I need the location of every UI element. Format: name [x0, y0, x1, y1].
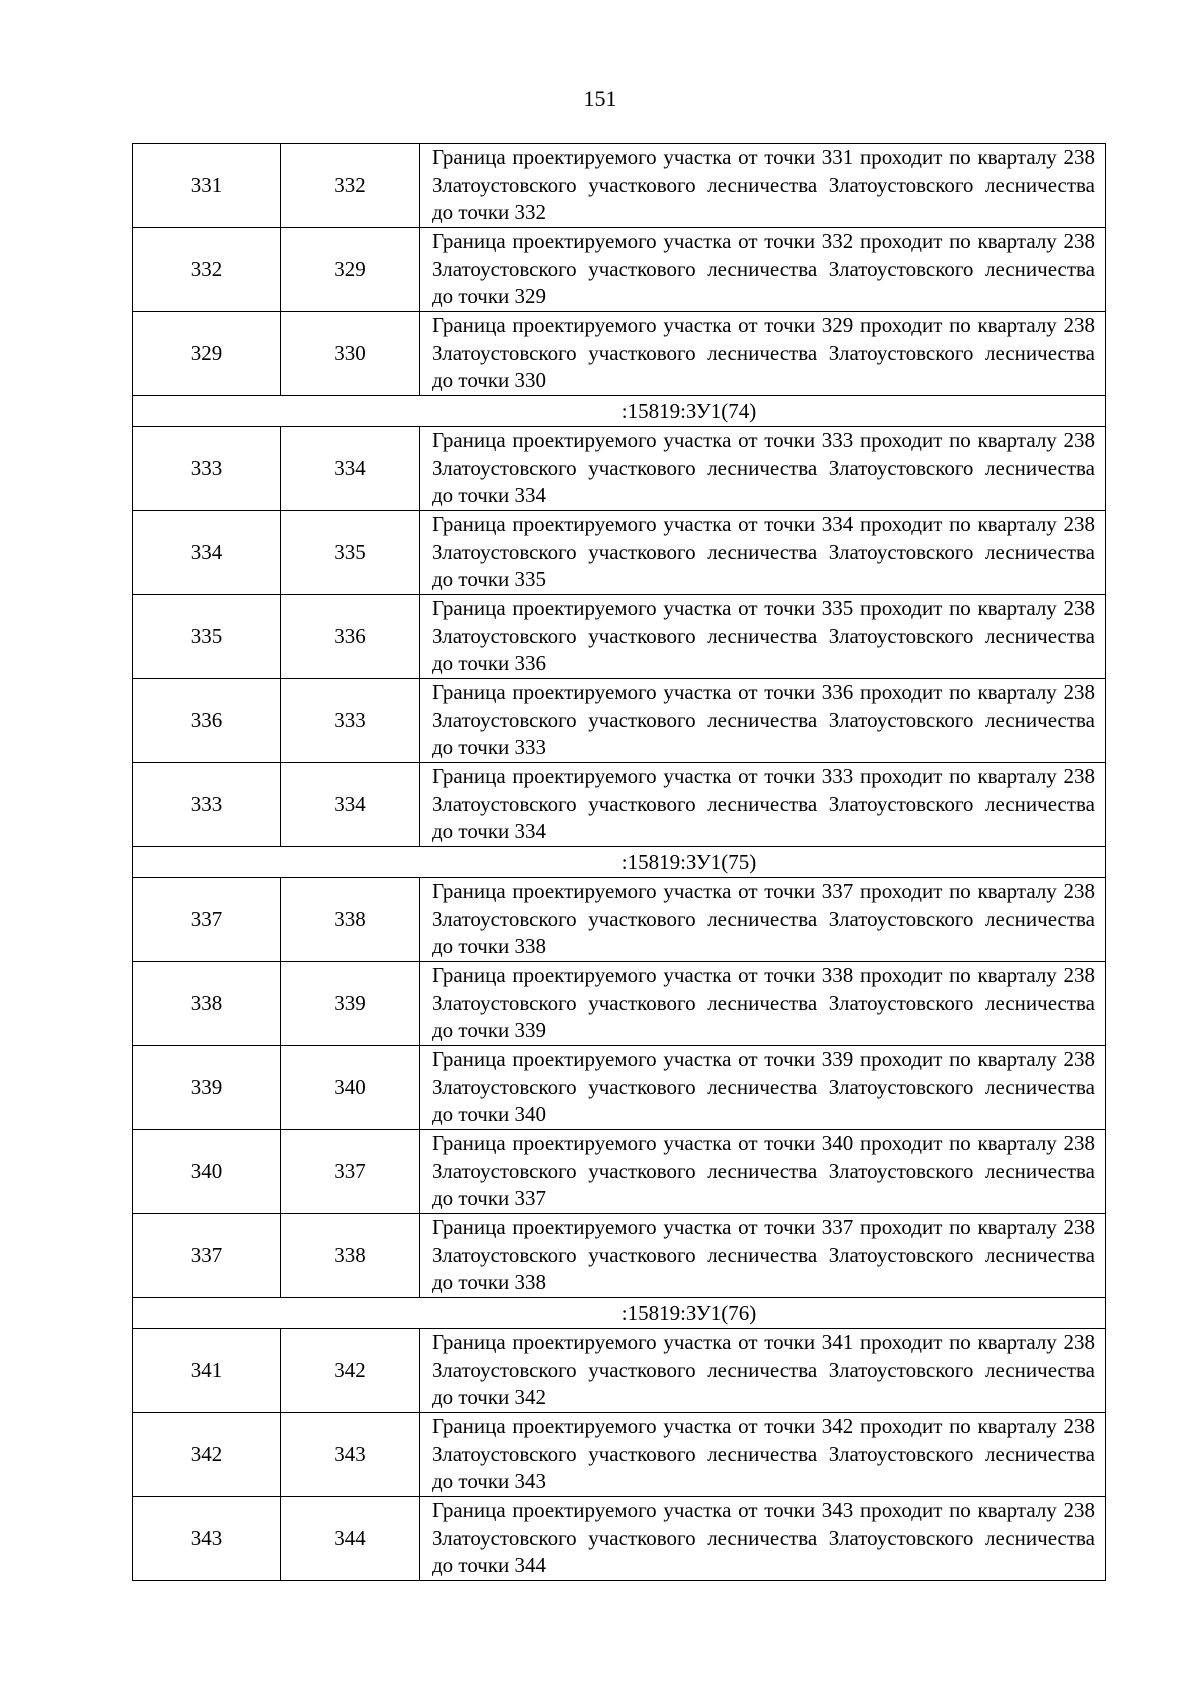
to-point-cell: 340 [281, 1046, 420, 1130]
from-point-cell: 333 [133, 427, 281, 511]
to-point-cell: 339 [281, 962, 420, 1046]
to-point-cell: 338 [281, 878, 420, 962]
from-point-cell: 339 [133, 1046, 281, 1130]
boundary-table [132, 143, 1106, 1581]
boundary-description-cell: Граница проектируемого участка от точки 341 проходит по кварталу 238 Златоустовского участкового лесничества Златоустовского лесничества до точки 342 [420, 1329, 1106, 1413]
section-label: :15819:ЗУ1(76) [621, 1301, 757, 1325]
table-row [133, 763, 1106, 847]
boundary-description-cell: Граница проектируемого участка от точки 336 проходит по кварталу 238 Златоустовского участкового лесничества Златоустовского лесничества до точки 333 [420, 679, 1106, 763]
boundary-description-cell: Граница проектируемого участка от точки 343 проходит по кварталу 238 Златоустовского участкового лесничества Златоустовского лесничества до точки 344 [420, 1497, 1106, 1581]
from-point-cell: 336 [133, 679, 281, 763]
table-row [133, 595, 1106, 679]
boundary-description-cell: Граница проектируемого участка от точки 335 проходит по кварталу 238 Златоустовского участкового лесничества Златоустовского лесничества до точки 336 [420, 595, 1106, 679]
section-label: :15819:ЗУ1(74) [621, 399, 757, 423]
from-point-cell: 332 [133, 228, 281, 312]
table-row [133, 1413, 1106, 1497]
table-row [133, 144, 1106, 228]
to-point-cell: 343 [281, 1413, 420, 1497]
boundary-description-cell: Граница проектируемого участка от точки 334 проходит по кварталу 238 Златоустовского участкового лесничества Златоустовского лесничества до точки 335 [420, 511, 1106, 595]
boundary-description-cell: Граница проектируемого участка от точки 331 проходит по кварталу 238 Златоустовского участкового лесничества Златоустовского лесничества до точки 332 [420, 144, 1106, 228]
boundary-description-cell: Граница проектируемого участка от точки 340 проходит по кварталу 238 Златоустовского участкового лесничества Златоустовского лесничества до точки 337 [420, 1130, 1106, 1214]
table-row [133, 1046, 1106, 1130]
from-point-cell: 342 [133, 1413, 281, 1497]
table-row [133, 511, 1106, 595]
section-header-row [133, 396, 1106, 427]
table-row [133, 1130, 1106, 1214]
boundary-description-cell: Граница проектируемого участка от точки 338 проходит по кварталу 238 Златоустовского участкового лесничества Златоустовского лесничества до точки 339 [420, 962, 1106, 1046]
section-label: :15819:ЗУ1(75) [621, 850, 757, 874]
from-point-cell: 341 [133, 1329, 281, 1413]
table-row [133, 312, 1106, 396]
table-row [133, 228, 1106, 312]
boundary-description-cell: Граница проектируемого участка от точки 342 проходит по кварталу 238 Златоустовского участкового лесничества Златоустовского лесничества до точки 343 [420, 1413, 1106, 1497]
from-point-cell: 331 [133, 144, 281, 228]
section-label-cell [133, 396, 1106, 427]
to-point-cell: 344 [281, 1497, 420, 1581]
boundary-description-cell: Граница проектируемого участка от точки 329 проходит по кварталу 238 Златоустовского участкового лесничества Златоустовского лесничества до точки 330 [420, 312, 1106, 396]
section-label-cell [133, 1298, 1106, 1329]
table-row [133, 962, 1106, 1046]
from-point-cell: 335 [133, 595, 281, 679]
boundary-description-cell: Граница проектируемого участка от точки 339 проходит по кварталу 238 Златоустовского участкового лесничества Златоустовского лесничества до точки 340 [420, 1046, 1106, 1130]
to-point-cell: 329 [281, 228, 420, 312]
table-row [133, 1329, 1106, 1413]
section-header-row [133, 847, 1106, 878]
boundary-description-cell: Граница проектируемого участка от точки 337 проходит по кварталу 238 Златоустовского участкового лесничества Златоустовского лесничества до точки 338 [420, 1214, 1106, 1298]
boundary-description-cell: Граница проектируемого участка от точки 337 проходит по кварталу 238 Златоустовского участкового лесничества Златоустовского лесничества до точки 338 [420, 878, 1106, 962]
section-label-cell [133, 847, 1106, 878]
table-row [133, 679, 1106, 763]
from-point-cell: 333 [133, 763, 281, 847]
to-point-cell: 334 [281, 763, 420, 847]
to-point-cell: 333 [281, 679, 420, 763]
table-row [133, 427, 1106, 511]
from-point-cell: 329 [133, 312, 281, 396]
from-point-cell: 343 [133, 1497, 281, 1581]
boundary-table-body [133, 144, 1106, 1581]
from-point-cell: 340 [133, 1130, 281, 1214]
from-point-cell: 337 [133, 1214, 281, 1298]
page-number: 151 [583, 86, 617, 111]
to-point-cell: 337 [281, 1130, 420, 1214]
boundary-description-cell: Граница проектируемого участка от точки 333 проходит по кварталу 238 Златоустовского участкового лесничества Златоустовского лесничества до точки 334 [420, 427, 1106, 511]
boundary-description-cell: Граница проектируемого участка от точки 333 проходит по кварталу 238 Златоустовского участкового лесничества Златоустовского лесничества до точки 334 [420, 763, 1106, 847]
section-header-row [133, 1298, 1106, 1329]
to-point-cell: 338 [281, 1214, 420, 1298]
table-row [133, 1497, 1106, 1581]
to-point-cell: 336 [281, 595, 420, 679]
to-point-cell: 334 [281, 427, 420, 511]
table-row [133, 878, 1106, 962]
boundary-description-cell: Граница проектируемого участка от точки 332 проходит по кварталу 238 Златоустовского участкового лесничества Златоустовского лесничества до точки 329 [420, 228, 1106, 312]
table-row [133, 1214, 1106, 1298]
to-point-cell: 332 [281, 144, 420, 228]
from-point-cell: 338 [133, 962, 281, 1046]
to-point-cell: 335 [281, 511, 420, 595]
to-point-cell: 342 [281, 1329, 420, 1413]
from-point-cell: 334 [133, 511, 281, 595]
from-point-cell: 337 [133, 878, 281, 962]
to-point-cell: 330 [281, 312, 420, 396]
